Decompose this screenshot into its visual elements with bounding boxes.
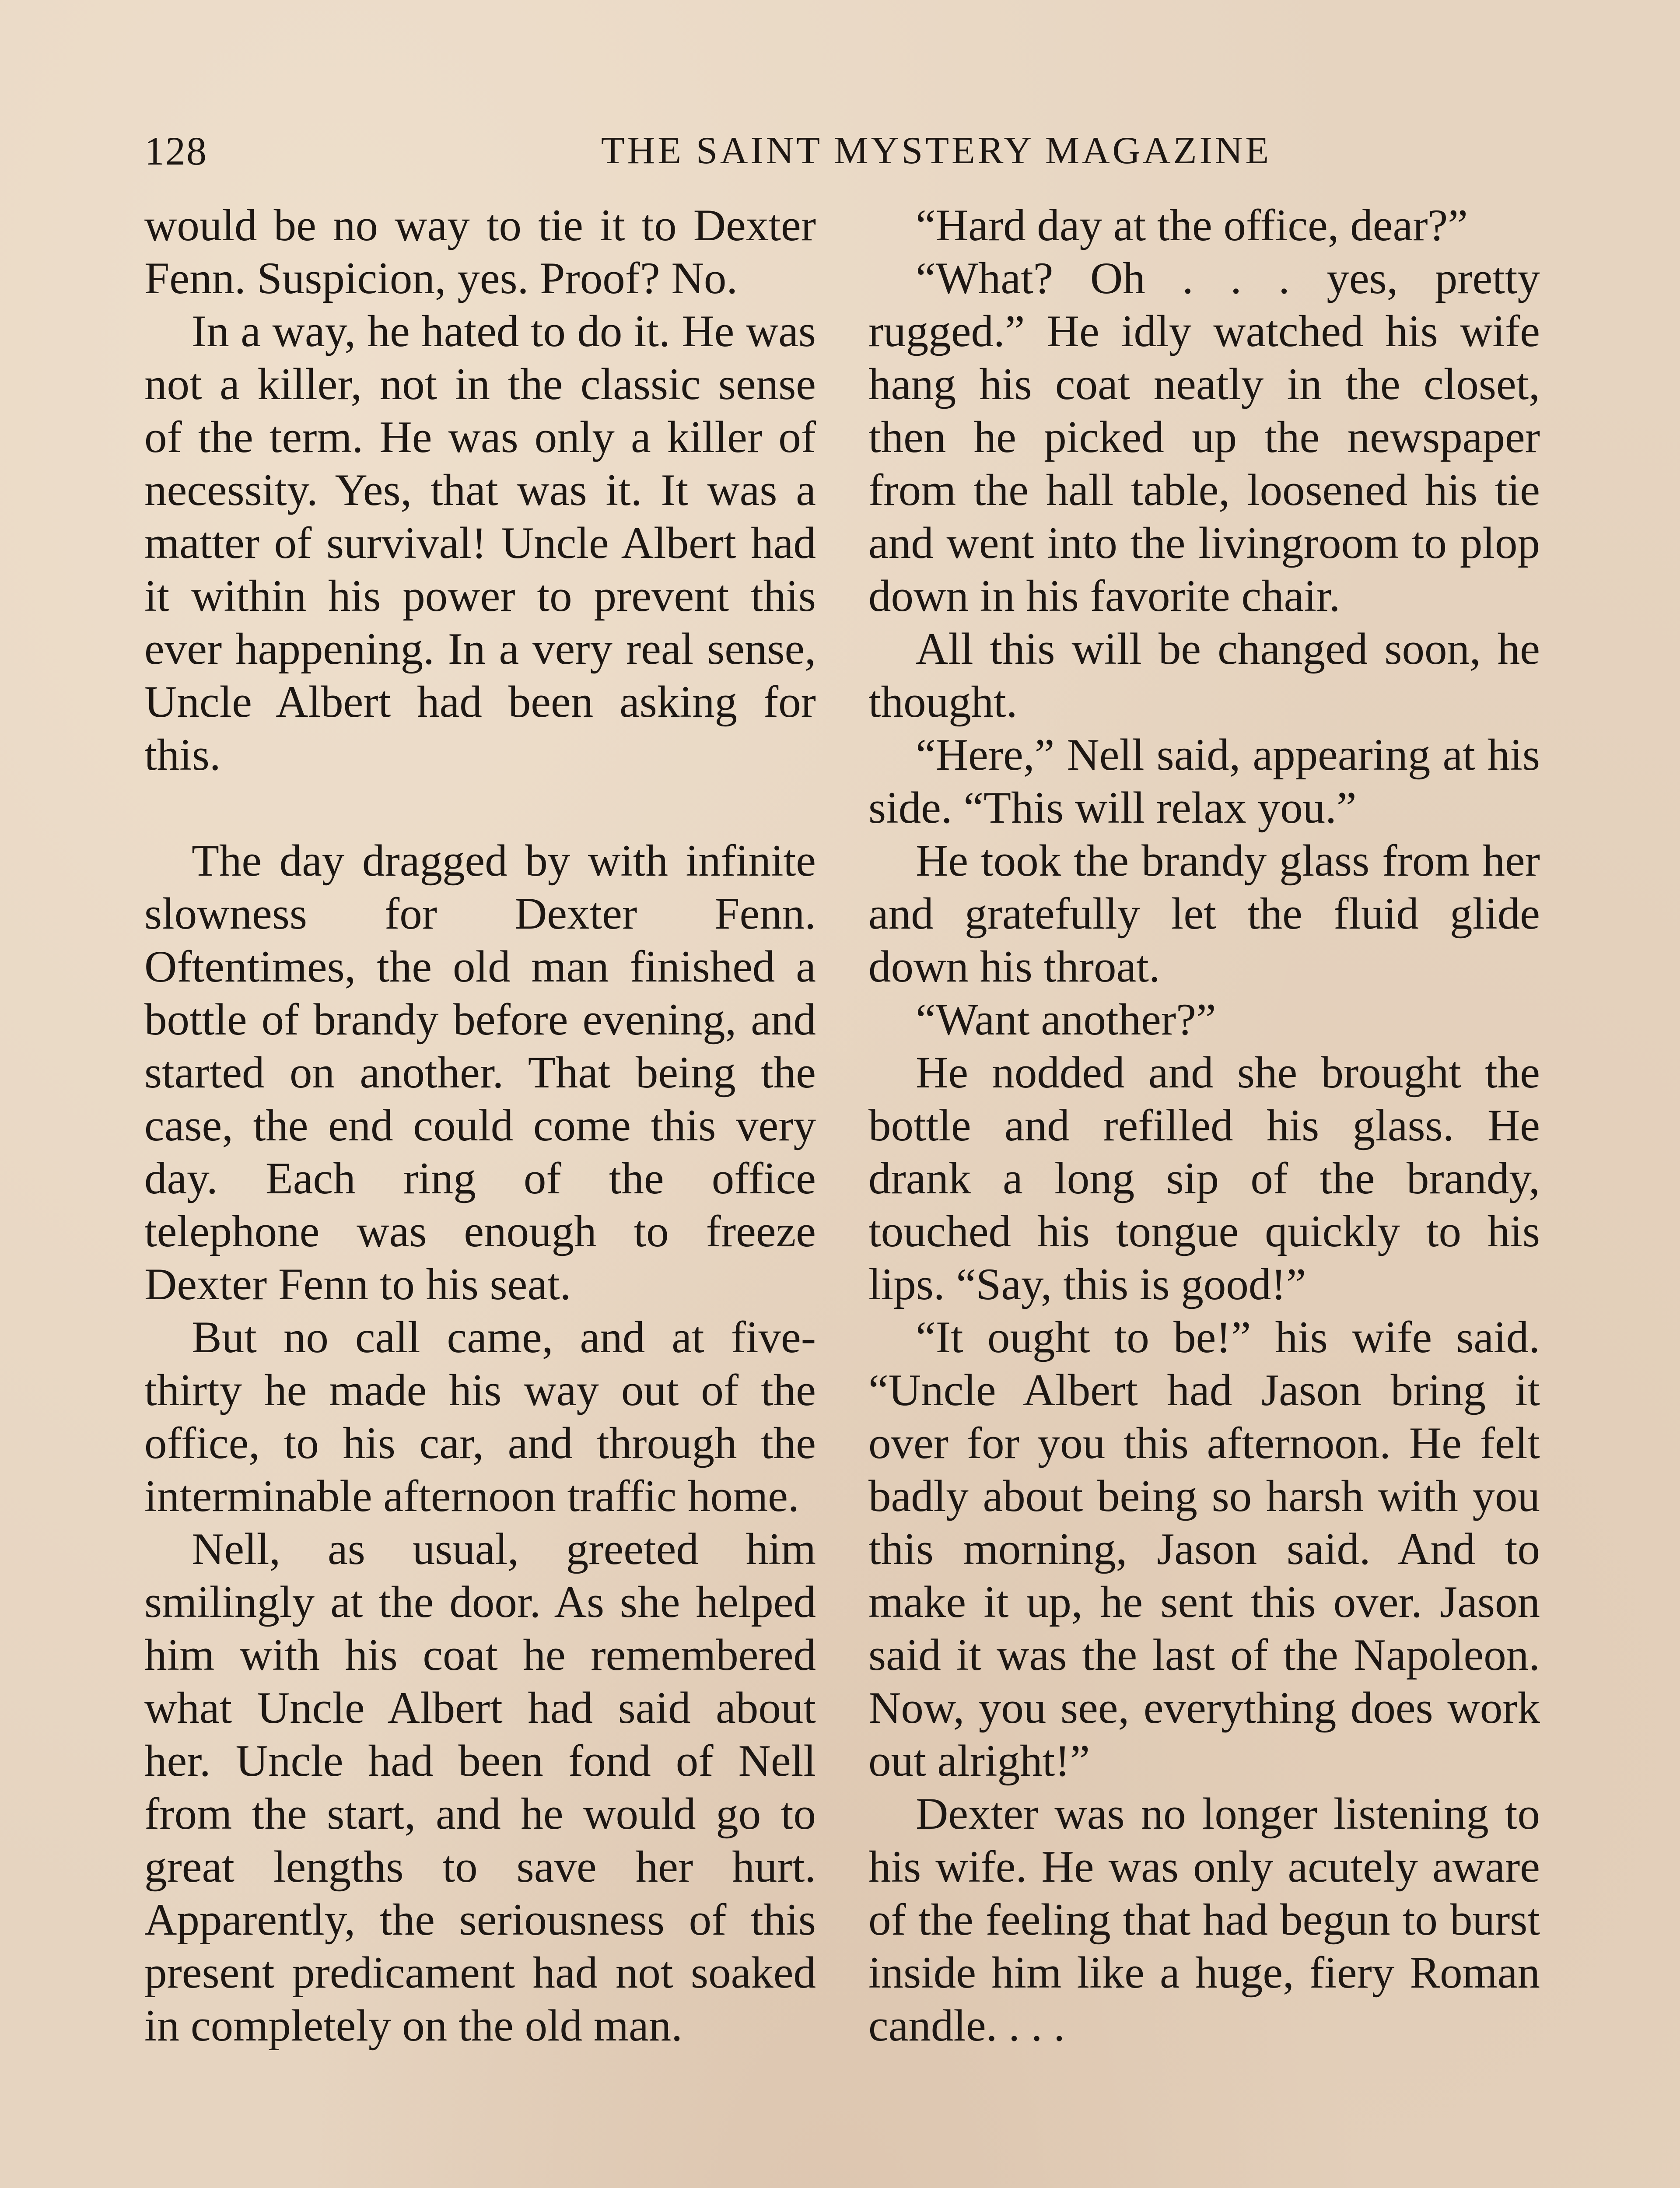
section-break (144, 782, 816, 835)
paragraph: “It ought to be!” his wife said. “Uncle Albert had Jason bring it over for you this afternoon. He felt badly about being so harsh with you this morning, Jason said. And to make it up, he sent this over. Jason said it was the last of the Napoleon. Now, you see, everything does work out alright!” (868, 1312, 1540, 1786)
paragraph: Dexter was no longer listening to his wife. He was only acutely aware of the feeling that had begun to burst inside him like a huge, fiery Roman candle. . . . (868, 1789, 1540, 2051)
paragraph: “What? Oh . . . yes, pretty rugged.” He idly watched his wife hang his coat neatly in the closet, then he picked up the newspaper from the hall table, loosened his tie and went into the livingroom to plop down in his favorite chair. (868, 253, 1540, 621)
page-number: 128 (144, 129, 207, 173)
paragraph: “Hard day at the office, dear?” (916, 200, 1468, 250)
paragraph: The day dragged by with infinite slowness for Dexter Fenn. Oftentimes, the old man finished a bottle of brandy before evening, and started on another. That being the case, the end could come this very day. Each ring of the office telephone was enough to freeze Dexter Fenn to his seat. (144, 836, 816, 1309)
paragraph: All this will be changed soon, he thought. (868, 624, 1540, 727)
paragraph: “Want another?” (916, 995, 1216, 1045)
paragraph: He nodded and she brought the bottle and refilled his glass. He drank a long sip of the brandy, touched his tongue quickly to his lips. “Say, this is good!” (868, 1048, 1540, 1309)
paragraph: But no call came, and at five-thirty he made his way out of the office, to his car, and through the interminable afternoon traffic home. (144, 1312, 816, 1521)
paragraph: He took the brandy glass from her and gratefully let the fluid glide down his throat. (868, 836, 1540, 992)
running-title: THE SAINT MYSTERY MAGAZINE (601, 130, 1272, 172)
page-header (144, 125, 1536, 177)
paragraph: would be no way to tie it to Dexter Fenn. Suspicion, yes. Proof? No. (144, 200, 816, 303)
right-column (868, 199, 1540, 2052)
left-column (144, 199, 816, 2052)
paragraph: “Here,” Nell said, appearing at his side. “This will relax you.” (868, 730, 1540, 833)
paragraph: Nell, as usual, greeted him smilingly at the door. As she helped him with his coat he remembered what Uncle Albert had said about her. Uncle had been fond of Nell from the start, and he would go to great lengths to save her hurt. Apparently, the seriousness of this present predicament had not soaked in completely on the old man. (144, 1524, 816, 2051)
paragraph: In a way, he hated to do it. He was not a killer, not in the classic sense of the term. He was only a killer of necessity. Yes, that was it. It was a matter of survival! Uncle Albert had it within his power to prevent this ever happening. In a very real sense, Uncle Albert had been asking for this. (144, 306, 816, 780)
